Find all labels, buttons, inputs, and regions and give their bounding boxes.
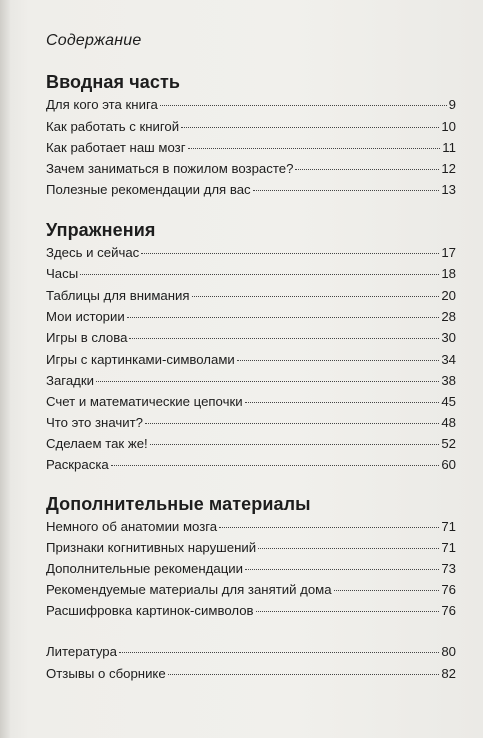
entry-page: 76 xyxy=(441,582,456,597)
toc-entry[interactable] xyxy=(46,352,456,368)
entry-title: Загадки xyxy=(46,373,94,388)
entry-title: Дополнительные рекомендации xyxy=(46,561,243,576)
dot-leader xyxy=(96,381,439,382)
entry-title: Литература xyxy=(46,644,117,659)
entry-page: 73 xyxy=(441,561,456,576)
toc-entry[interactable] xyxy=(46,373,456,389)
toc-entry[interactable] xyxy=(46,644,456,660)
dot-leader xyxy=(141,253,439,254)
entry-title: Для кого эта книга xyxy=(46,97,158,112)
section-heading-intro: Вводная часть xyxy=(46,72,181,92)
toc-entry[interactable] xyxy=(46,582,456,598)
dot-leader xyxy=(258,548,439,549)
dot-leader xyxy=(188,148,441,149)
toc-entry[interactable] xyxy=(46,182,456,198)
section-heading-exercises: Упражнения xyxy=(46,220,156,240)
dot-leader xyxy=(111,465,440,466)
section-heading-additional: Дополнительные материалы xyxy=(46,494,311,514)
dot-leader xyxy=(181,127,439,128)
entry-page: 48 xyxy=(441,415,456,430)
toc-entry[interactable] xyxy=(46,119,456,135)
entry-title: Как работает наш мозг xyxy=(46,140,186,155)
toc-entry[interactable] xyxy=(46,288,456,304)
toc-entry[interactable] xyxy=(46,457,456,473)
entry-page: 52 xyxy=(441,436,456,451)
toc-entry[interactable] xyxy=(46,140,456,156)
entry-page: 38 xyxy=(441,373,456,388)
entry-page: 12 xyxy=(441,161,456,176)
toc-entry[interactable] xyxy=(46,97,456,113)
entry-page: 34 xyxy=(441,352,456,367)
toc-entry[interactable] xyxy=(46,519,456,535)
entry-title: Здесь и сейчас xyxy=(46,245,140,260)
toc-entry[interactable] xyxy=(46,309,456,325)
dot-leader xyxy=(253,190,440,191)
entry-page: 71 xyxy=(441,540,456,555)
toc-entry[interactable] xyxy=(46,266,456,282)
dot-leader xyxy=(245,569,439,570)
dot-leader xyxy=(334,590,440,591)
entry-page: 71 xyxy=(441,519,456,534)
entry-page: 28 xyxy=(441,309,456,324)
toc-entry[interactable] xyxy=(46,245,456,261)
entry-title: Таблицы для внимания xyxy=(46,288,190,303)
toc-entry[interactable] xyxy=(46,161,456,177)
entry-page: 76 xyxy=(441,603,456,618)
entry-page: 45 xyxy=(441,394,456,409)
dot-leader xyxy=(256,611,440,612)
entry-title: Немного об анатомии мозга xyxy=(46,519,218,534)
toc-entry[interactable] xyxy=(46,436,456,452)
entry-page: 10 xyxy=(441,119,456,134)
entry-title: Что это значит? xyxy=(46,415,143,430)
dot-leader xyxy=(237,360,440,361)
entry-title: Раскраска xyxy=(46,457,109,472)
entry-title: Расшифровка картинок-символов xyxy=(46,603,254,618)
dot-leader xyxy=(80,274,439,275)
entry-title: Мои истории xyxy=(46,309,125,324)
dot-leader xyxy=(129,338,439,339)
entry-title: Сделаем так же! xyxy=(46,436,148,451)
entry-page: 82 xyxy=(441,666,456,681)
entry-title: Как работать с книгой xyxy=(46,119,180,134)
dot-leader xyxy=(160,105,447,106)
entry-title: Полезные рекомендации для вас xyxy=(46,182,251,197)
dot-leader xyxy=(119,652,439,653)
dot-leader xyxy=(192,296,440,297)
toc-entry[interactable] xyxy=(46,415,456,431)
toc-entry[interactable] xyxy=(46,540,456,556)
toc-entry[interactable] xyxy=(46,330,456,346)
dot-leader xyxy=(219,527,439,528)
entry-page: 20 xyxy=(441,288,456,303)
entry-page: 9 xyxy=(448,97,456,112)
toc-entry[interactable] xyxy=(46,666,456,682)
entry-title: Часы xyxy=(46,266,79,281)
entry-title: Игры с картинками-символами xyxy=(46,352,235,367)
entry-title: Рекомендуемые материалы для занятий дома xyxy=(46,582,332,597)
toc-entry[interactable] xyxy=(46,603,456,619)
toc-title: Содержание xyxy=(46,32,142,49)
entry-title: Отзывы о сборнике xyxy=(46,666,166,681)
entry-title: Счет и математические цепочки xyxy=(46,394,243,409)
entry-page: 17 xyxy=(441,245,456,260)
toc-entry[interactable] xyxy=(46,561,456,577)
dot-leader xyxy=(245,402,440,403)
dot-leader xyxy=(127,317,440,318)
entry-title: Игры в слова xyxy=(46,330,128,345)
entry-title: Зачем заниматься в пожилом возрасте? xyxy=(46,161,294,176)
dot-leader xyxy=(295,169,439,170)
entry-page: 18 xyxy=(441,266,456,281)
page-spine-shadow xyxy=(0,0,10,738)
entry-page: 60 xyxy=(441,457,456,472)
toc-entry[interactable] xyxy=(46,394,456,410)
entry-page: 30 xyxy=(441,330,456,345)
entry-title: Признаки когнитивных нарушений xyxy=(46,540,257,555)
dot-leader xyxy=(168,674,440,675)
entry-page: 13 xyxy=(441,182,456,197)
dot-leader xyxy=(145,423,439,424)
dot-leader xyxy=(150,444,440,445)
entry-page: 11 xyxy=(442,140,456,155)
entry-page: 80 xyxy=(441,644,456,659)
